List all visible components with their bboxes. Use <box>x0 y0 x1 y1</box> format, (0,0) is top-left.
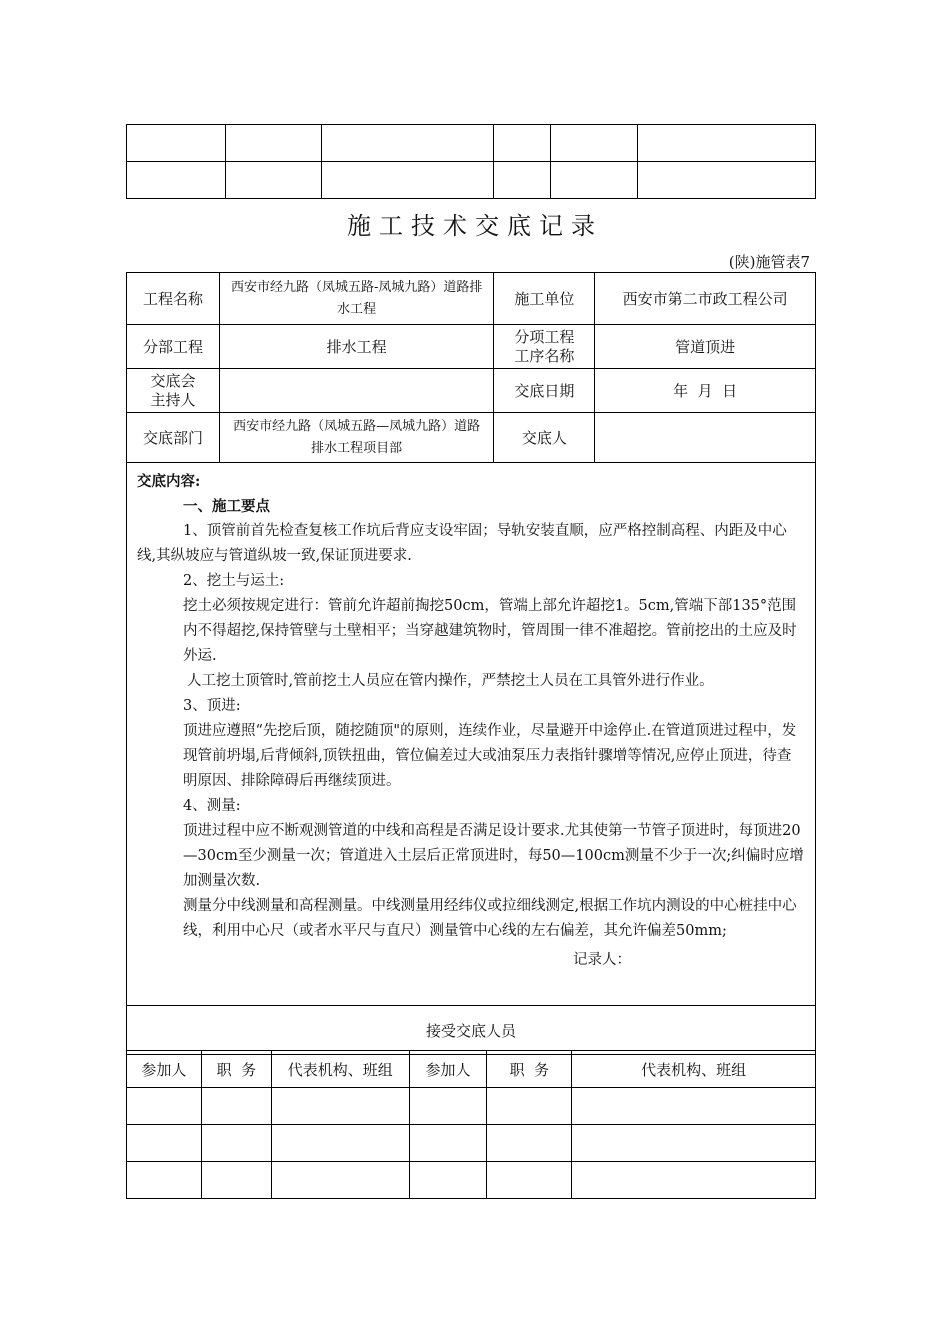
table-row <box>127 413 816 463</box>
paragraph-title: 2、挖土与运土: <box>183 573 285 589</box>
empty-cell <box>271 1162 409 1199</box>
column-header: 代表机构、班组 <box>271 1051 409 1088</box>
empty-cell <box>127 125 226 162</box>
discloser-value <box>595 413 816 463</box>
column-header: 参加人 <box>409 1051 487 1088</box>
disclosure-content <box>127 463 816 1006</box>
empty-cell <box>494 125 551 162</box>
table-row <box>127 125 816 162</box>
content-label: 交底内容: <box>137 473 201 490</box>
empty-cell <box>551 125 638 162</box>
table-row <box>127 1125 816 1162</box>
page-title: 施工技术交底记录 <box>347 212 603 240</box>
column-header: 参加人 <box>127 1051 202 1088</box>
construction-unit-label: 施工单位 <box>494 273 595 325</box>
department-label: 交底部门 <box>127 413 220 463</box>
column-header: 代表机构、班组 <box>572 1051 816 1088</box>
empty-cell <box>487 1125 572 1162</box>
host-value <box>219 369 494 413</box>
empty-cell <box>201 1088 271 1125</box>
empty-cell <box>127 162 226 199</box>
construction-unit-value: 西安市第二市政工程公司 <box>595 273 816 325</box>
empty-cell <box>572 1125 816 1162</box>
project-name-value: 西安市经九路（凤城五路-凤城九路）道路排水工程 <box>219 273 494 325</box>
paragraph: 顶进应遵照“先挖后顶，随挖随顶"的原则，连续作业，尽量避开中途停止.在管道顶进过程中，发现管前坍塌,后背倾斜,顶铁扭曲，管位偏差过大或油泵压力表指针骤增等情况,应停止顶进，待查明原因、排除障碍后再继续顶进。 <box>183 723 797 789</box>
empty-cell <box>487 1162 572 1199</box>
column-header: 职 务 <box>487 1051 572 1088</box>
paragraph: 测量分中线测量和高程测量。中线测量用经纬仪或拉细线测定,根据工作坑内测设的中心桩挂中心线，利用中心尺（或者水平尺与直尺）测量管中心线的左右偏差，其允许偏差50mm; <box>183 898 797 939</box>
empty-cell <box>225 125 321 162</box>
empty-cell <box>271 1125 409 1162</box>
top-empty-grid <box>126 124 816 199</box>
table-header-row <box>127 1051 816 1088</box>
paragraph-title: 4、测量: <box>183 798 241 814</box>
empty-cell <box>271 1088 409 1125</box>
empty-cell <box>551 162 638 199</box>
empty-cell <box>321 162 494 199</box>
empty-cell <box>225 162 321 199</box>
section-heading: 一、施工要点 <box>183 498 270 515</box>
table-row <box>127 463 816 1006</box>
empty-cell <box>638 125 816 162</box>
form-code: (陕)施管表7 <box>728 253 810 271</box>
table-row <box>127 1088 816 1125</box>
empty-cell <box>572 1088 816 1125</box>
paragraph: 顶进过程中应不断观测管道的中线和高程是否满足设计要求.尤其使第一节管子顶进时，每顶进20—30cm至少测量一次；管道进入土层后正常顶进时，每50—100cm测量不少于一次;纠偏时应增加测量次数. <box>183 823 804 889</box>
empty-cell <box>638 162 816 199</box>
empty-cell <box>409 1088 487 1125</box>
empty-cell <box>494 162 551 199</box>
table-row <box>127 369 816 413</box>
subitem-label: 分项工程工序名称 <box>494 325 595 369</box>
date-label: 交底日期 <box>494 369 595 413</box>
empty-cell <box>487 1088 572 1125</box>
subitem-value: 管道顶进 <box>595 325 816 369</box>
table-row <box>127 1006 816 1055</box>
empty-cell <box>572 1162 816 1199</box>
receivers-title: 接受交底人员 <box>127 1006 816 1055</box>
empty-cell <box>127 1162 202 1199</box>
recorder-label: 记录人： <box>573 952 631 968</box>
column-header: 职 务 <box>201 1051 271 1088</box>
paragraph: 1、顶管前首先检查复核工作坑后背应支设牢固；导轨安装直顺，应严格控制高程、内距及中心线,其纵坡应与管道纵坡一致,保证顶进要求. <box>137 523 787 564</box>
paragraph-title: 3、顶进: <box>183 698 241 714</box>
table-row <box>127 1162 816 1199</box>
empty-cell <box>127 1088 202 1125</box>
empty-cell <box>321 125 494 162</box>
empty-cell <box>409 1162 487 1199</box>
table-row <box>127 273 816 325</box>
discloser-label: 交底人 <box>494 413 595 463</box>
paragraph: 挖土必须按规定进行：管前允许超前掏挖50cm，管端上部允许超挖1。5cm,管端下部135°范围内不得超挖,保持管壁与土壁相平；当穿越建筑物时，管周围一律不准超挖。管前挖出的土应及时外运. <box>183 598 797 664</box>
date-value: 年 月 日 <box>595 369 816 413</box>
empty-cell <box>409 1125 487 1162</box>
table-row <box>127 325 816 369</box>
project-name-label: 工程名称 <box>127 273 220 325</box>
empty-cell <box>127 1125 202 1162</box>
empty-cell <box>201 1125 271 1162</box>
division-value: 排水工程 <box>219 325 494 369</box>
department-value: 西安市经九路（凤城五路—凤城九路）道路排水工程项目部 <box>219 413 494 463</box>
participants-table <box>126 1050 816 1199</box>
paragraph: 人工挖土顶管时,管前挖土人员应在管内操作，严禁挖土人员在工具管外进行作业。 <box>187 673 714 689</box>
host-label: 交底会主持人 <box>127 369 220 413</box>
table-row <box>127 162 816 199</box>
division-label: 分部工程 <box>127 325 220 369</box>
empty-cell <box>201 1162 271 1199</box>
disclosure-form <box>126 272 816 1055</box>
